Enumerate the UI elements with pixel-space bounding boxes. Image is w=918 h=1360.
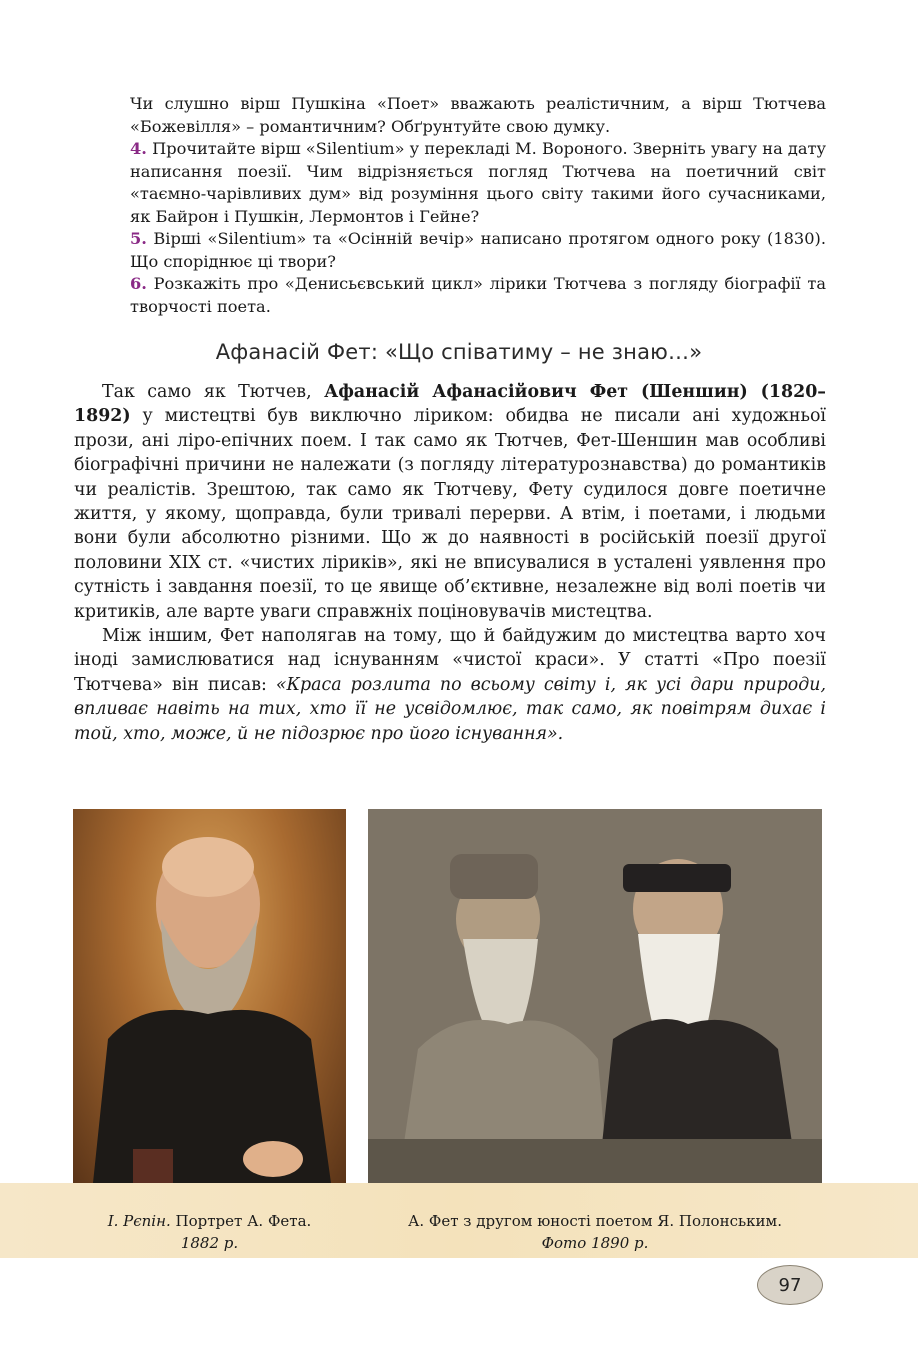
fet-quote: «Краса розлита по всьому світу і, як усі дари природи, впливає навіть на тих, хто її не усвідомлює, так само, як повітрям дихає і той, хто, може, й не підозрює про його існування».: [74, 674, 826, 744]
review-questions: [130, 93, 826, 318]
portrait-caption: [73, 1210, 346, 1254]
section-title: Афанасій Фет: «Що співатиму – не знаю…»: [215, 340, 703, 364]
paragraph-2: [74, 624, 826, 746]
paragraph-1-lead: Так само як Тютчев,: [102, 382, 325, 402]
question-5: [130, 228, 826, 273]
question-3: [130, 93, 826, 138]
portrait-title: Портрет А. Фета.: [170, 1212, 312, 1230]
paragraph-2-lead: Між іншим, Фет наполягав на тому, що й байдужим до мистецтва варто хоч іноді замислюватися над існуванням «чистої краси». У статті «Про поезії Тютчева» він писав:: [74, 626, 826, 695]
question-3-text: Чи слушно вірш Пушкіна «Поет» вважають реалістичним, а вірш Тютчева «Божевілля» – романтичним? Обґрунтуйте свою думку.: [130, 94, 826, 136]
paragraph-1-rest: у мистецтві був виключно ліриком: обидва не писали ані художньої прози, ані ліро-епічних поем. І так само як Тютчев, Фет-Шеншин мав особливі біографічні причини не належати (з погляду літературознавства) до романтиків чи реалістів. Зрештою, так само як Тютчеву, Фету судилося довге поетичне життя, у якому, щоправда, були тривалі перерви. А втім, і поетами, і людьми вони були абсолютно різними. Що ж до наявності в російській поезії другої половини XIX ст. «чистих ліриків», які не вписувалися в усталені уявлення про сутність і завдання поезії, то це явище об’єктивне, незалежне від волі поетів чи критиків, але варте уваги справжніх поціновувачів мистецтва.: [74, 406, 826, 622]
fet-name-bold: Афанасій Афанасійович Фет (Шеншин) (1820–1892): [74, 382, 826, 427]
portrait-illustration: [73, 809, 346, 1183]
question-6: [130, 273, 826, 318]
fet-polonsky-photo: [368, 809, 822, 1183]
question-6-text: Розкажіть про «Денисьєвський цикл» лірики Тютчева з погляду біографії та творчості поета.: [130, 274, 827, 316]
question-4-text: Прочитайте вірш «Silentium» у перекладі М. Вороного. Зверніть увагу на дату написання поезії. Чим відрізняється погляд Тютчева на поетичний світ «таємно-чарівливих дум» від розуміння цього світу такими його сучасниками, як Байрон і Пушкін, Лермонтов і Гейне?: [130, 139, 826, 226]
paragraph-1: [74, 380, 826, 624]
question-6-number: 6.: [130, 274, 147, 293]
portrait-author: І. Рєпін.: [107, 1212, 171, 1230]
photo-year: Фото 1890 р.: [541, 1234, 649, 1252]
portrait-caption-line-1: [73, 1210, 346, 1232]
question-4: [130, 138, 826, 228]
main-text: [74, 380, 826, 746]
page-number: 97: [757, 1265, 823, 1305]
fet-portrait-image: [73, 809, 346, 1183]
photo-title: А. Фет з другом юності поетом Я. Полонським.: [408, 1212, 782, 1230]
photo-illustration: [368, 809, 822, 1183]
question-4-number: 4.: [130, 139, 147, 158]
question-5-number: 5.: [130, 229, 147, 248]
photo-caption: [368, 1210, 822, 1254]
portrait-year: 1882 р.: [180, 1234, 239, 1252]
question-5-text: Вірші «Silentium» та «Осінній вечір» написано протягом одного року (1830). Що споріднює ці твори?: [130, 229, 826, 271]
